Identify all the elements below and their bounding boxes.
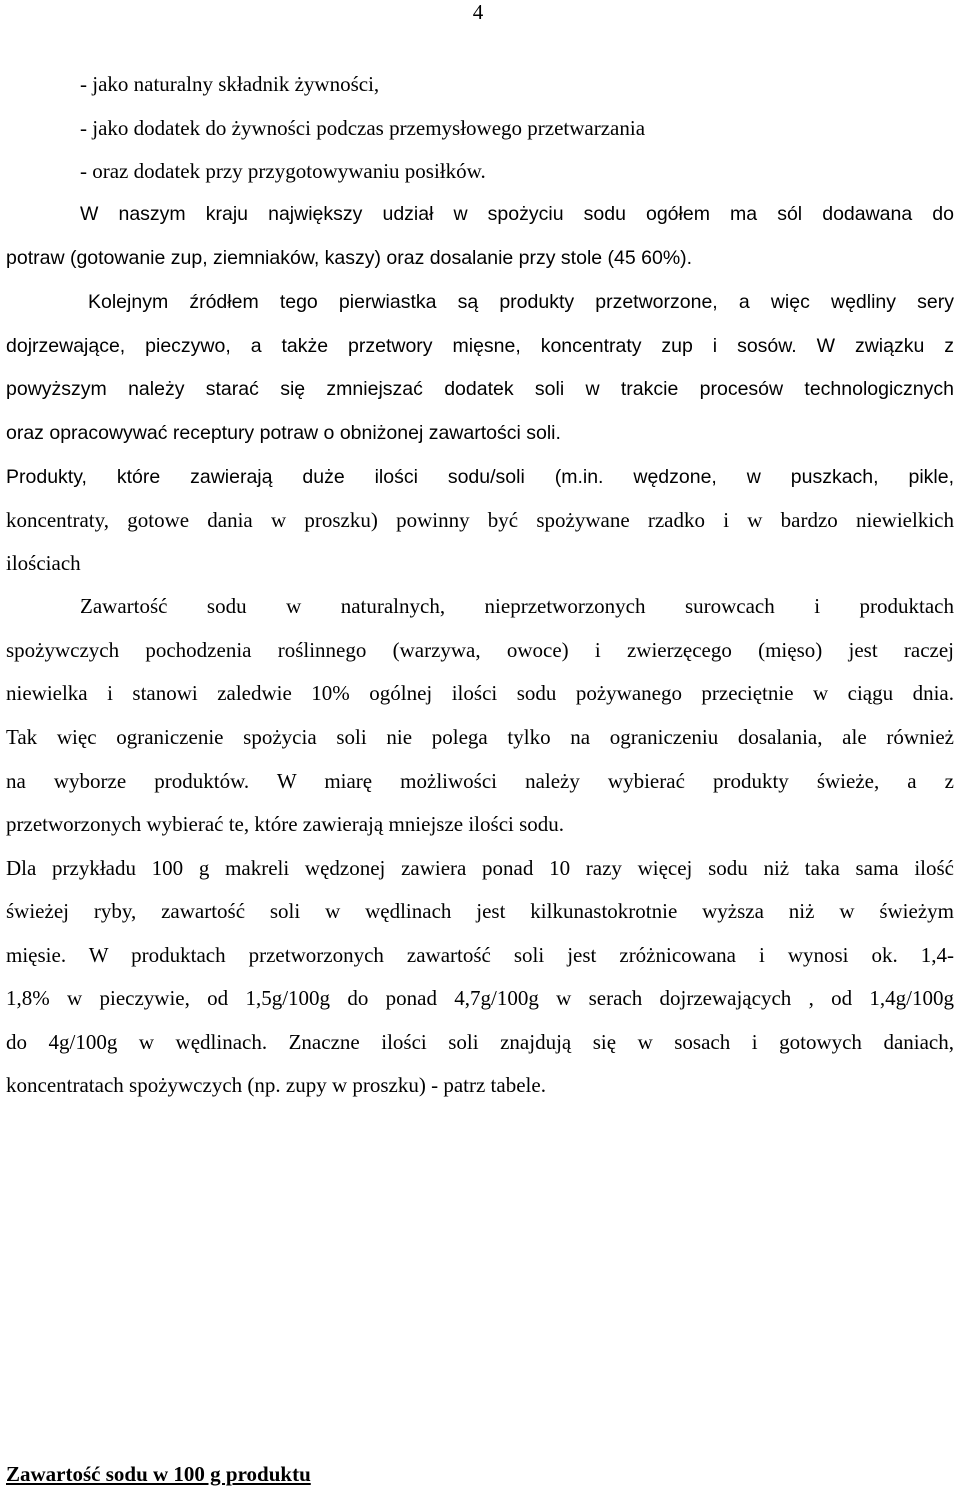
- text-line: spożywczych pochodzenia roślinnego (warzywa, owoce) i zwierzęcego (mięso) jest raczej: [6, 638, 954, 662]
- text-line: koncentraty, gotowe dania w proszku) powinny być spożywane rzadko i w bardzo niewielkich: [6, 508, 954, 532]
- text-line: przetworzonych wybierać te, które zawierają mniejsze ilości sodu.: [6, 812, 565, 836]
- text-line: do 4g/100g w wędlinach. Znaczne ilości soli znajdują się w sosach i gotowych daniach,: [6, 1030, 954, 1054]
- text-line: dojrzewające, pieczywo, a także przetwory mięsne, koncentraty zup i sosów. W związku z: [6, 335, 954, 357]
- text-line: Dla przykładu 100 g makreli wędzonej zawiera ponad 10 razy więcej sodu niż taka sama ilość: [6, 856, 954, 880]
- text-line: - oraz dodatek przy przygotowywaniu posiłków.: [80, 159, 486, 183]
- text-line: na wyborze produktów. W miarę możliwości należy wybierać produkty świeże, a z: [6, 769, 954, 793]
- text-line: świeżej ryby, zawartość soli w wędlinach jest kilkunastokrotnie wyższa niż w świeżym: [6, 899, 954, 923]
- text-line: ilościach: [6, 551, 81, 575]
- text-line: koncentratach spożywczych (np. zupy w proszku) - patrz tabele.: [6, 1073, 546, 1097]
- text-line: niewielka i stanowi zaledwie 10% ogólnej ilości sodu pożywanego przeciętnie w ciągu dnia.: [6, 681, 954, 705]
- text-line: W naszym kraju największy udział w spożyciu sodu ogółem ma sól dodawana do: [80, 203, 954, 225]
- text-line: 1,8% w pieczywie, od 1,5g/100g do ponad 4,7g/100g w serach dojrzewających , od 1,4g/100g: [6, 986, 954, 1010]
- section-heading: Zawartość sodu w 100 g produktu: [6, 1462, 311, 1486]
- text-line: - jako naturalny składnik żywności,: [80, 72, 380, 96]
- text-line: - jako dodatek do żywności podczas przemysłowego przetwarzania: [80, 116, 646, 140]
- text-line: Tak więc ograniczenie spożycia soli nie polega tylko na ograniczeniu dosalania, ale również: [6, 725, 954, 749]
- text-line: Zawartość sodu w naturalnych, nieprzetworzonych surowcach i produktach: [80, 594, 954, 618]
- text-line: Produkty, które zawierają duże ilości sodu/soli (m.in. wędzone, w puszkach, pikle,: [6, 466, 954, 488]
- text-line: powyższym należy starać się zmniejszać dodatek soli w trakcie procesów technologicznych: [6, 378, 954, 400]
- text-line: oraz opracowywać receptury potraw o obniżonej zawartości soli.: [6, 422, 561, 444]
- page-number: 4: [472, 0, 484, 24]
- text-line: mięsie. W produktach przetworzonych zawartość soli jest zróżnicowana i wynosi ok. 1,4-: [6, 943, 954, 967]
- text-line: Kolejnym źródłem tego pierwiastka są produkty przetworzone, a więc wędliny sery: [88, 291, 954, 313]
- text-line: potraw (gotowanie zup, ziemniaków, kaszy) oraz dosalanie przy stole (45 60%).: [6, 247, 693, 269]
